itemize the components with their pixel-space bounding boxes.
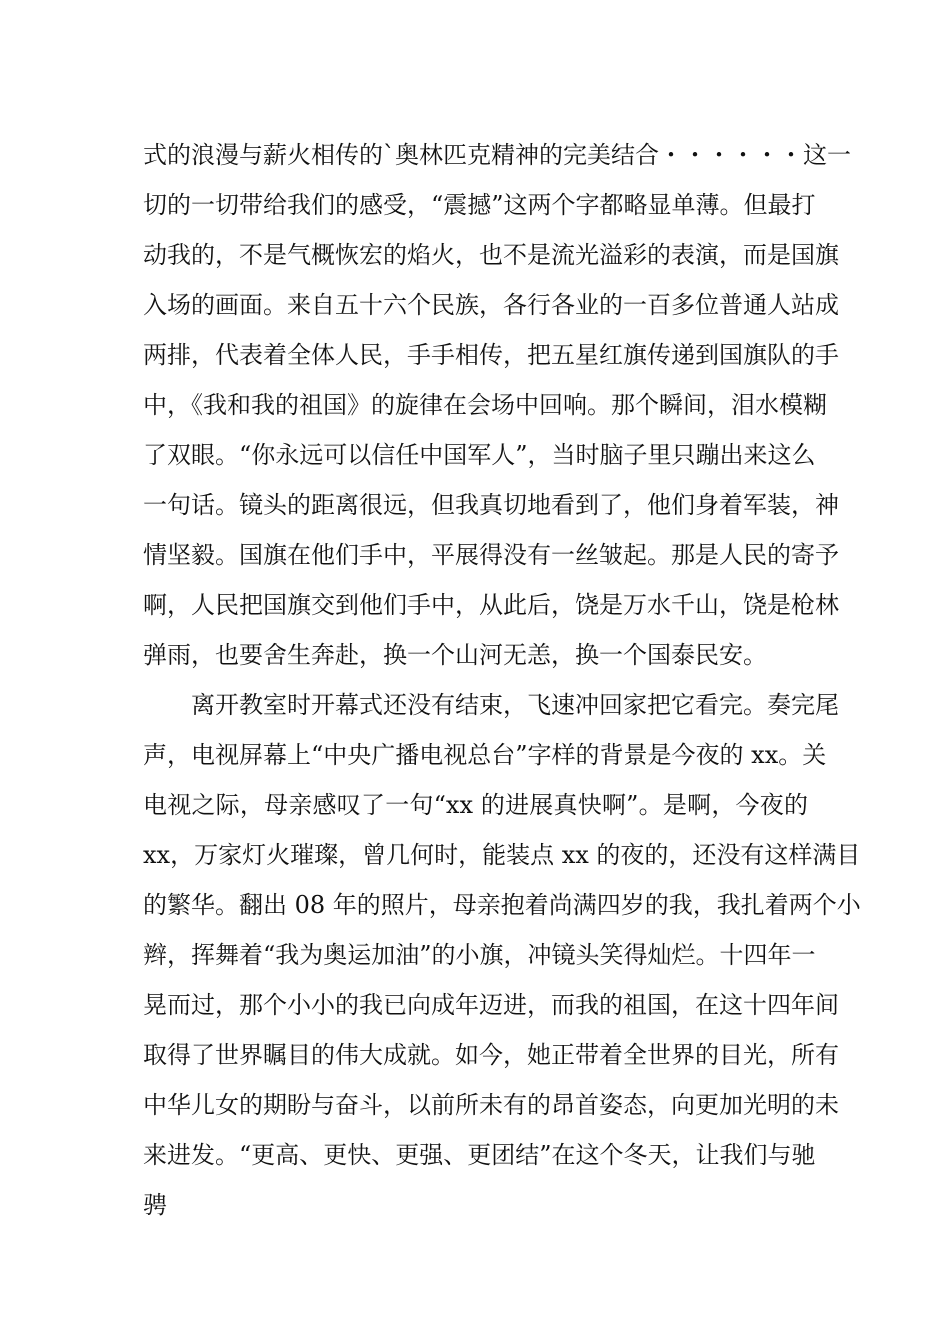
text-line: 来进发。“更高、更快、更强、更团结”在这个冬天，让我们与驰 (143, 1141, 816, 1169)
text-line: 离开教室时开幕式还没有结束，飞速冲回家把它看完。奏完尾 (191, 691, 839, 719)
text-line: 晃而过，那个小小的我已向成年迈进，而我的祖国，在这十四年间 (143, 991, 839, 1019)
text-line: 了双眼。“你永远可以信任中国军人”，当时脑子里只蹦出来这么 (143, 441, 816, 469)
text-line: 情坚毅。国旗在他们手中，平展得没有一丝皱起。那是人民的寄予 (143, 541, 839, 569)
text-line: 一句话。镜头的距离很远，但我真切地看到了，他们身着军装，神 (143, 491, 839, 519)
text-line: 啊，人民把国旗交到他们手中，从此后，饶是万水千山，饶是枪林 (143, 591, 839, 619)
paragraph-1 (143, 130, 851, 680)
text-line: 弹雨，也要舍生奔赴，换一个山河无恙，换一个国泰民安。 (143, 641, 767, 669)
text-line: 式的浪漫与薪火相传的`奥林匹克精神的完美结合・・・・・・这一 (143, 141, 851, 169)
text-line: 切的一切带给我们的感受，“震撼”这两个字都略显单薄。但最打 (143, 191, 816, 219)
text-line: 中，《我和我的祖国》的旋律在会场中回响。那个瞬间，泪水模糊 (143, 391, 827, 419)
text-line: 两排，代表着全体人民，手手相传，把五星红旗传递到国旗队的手 (143, 341, 839, 369)
text-line: 中华儿女的期盼与奋斗，以前所未有的昂首姿态，向更加光明的未 (143, 1091, 839, 1119)
text-line: xx，万家灯火璀璨，曾几何时，能装点 xx 的夜的，还没有这样满目 (143, 841, 861, 869)
text-line: 动我的，不是气概恢宏的焰火，也不是流光溢彩的表演，而是国旗 (143, 241, 839, 269)
text-line: 的繁华。翻出 08 年的照片，母亲抱着尚满四岁的我，我扎着两个小 (143, 891, 861, 919)
paragraph-2 (143, 680, 861, 1230)
body-text (143, 130, 861, 1230)
text-line: 取得了世界瞩目的伟大成就。如今，她正带着全世界的目光，所有 (143, 1041, 839, 1069)
text-line: 声，电视屏幕上“中央广播电视总台”字样的背景是今夜的 xx。关 (143, 741, 827, 769)
text-line: 骋 (143, 1191, 167, 1219)
text-line: 电视之际，母亲感叹了一句“xx 的进展真快啊”。是啊，今夜的 (143, 791, 808, 819)
text-line: 辫，挥舞着“我为奥运加油”的小旗，冲镜头笑得灿烂。十四年一 (143, 941, 816, 969)
text-line: 入场的画面。来自五十六个民族，各行各业的一百多位普通人站成 (143, 291, 839, 319)
